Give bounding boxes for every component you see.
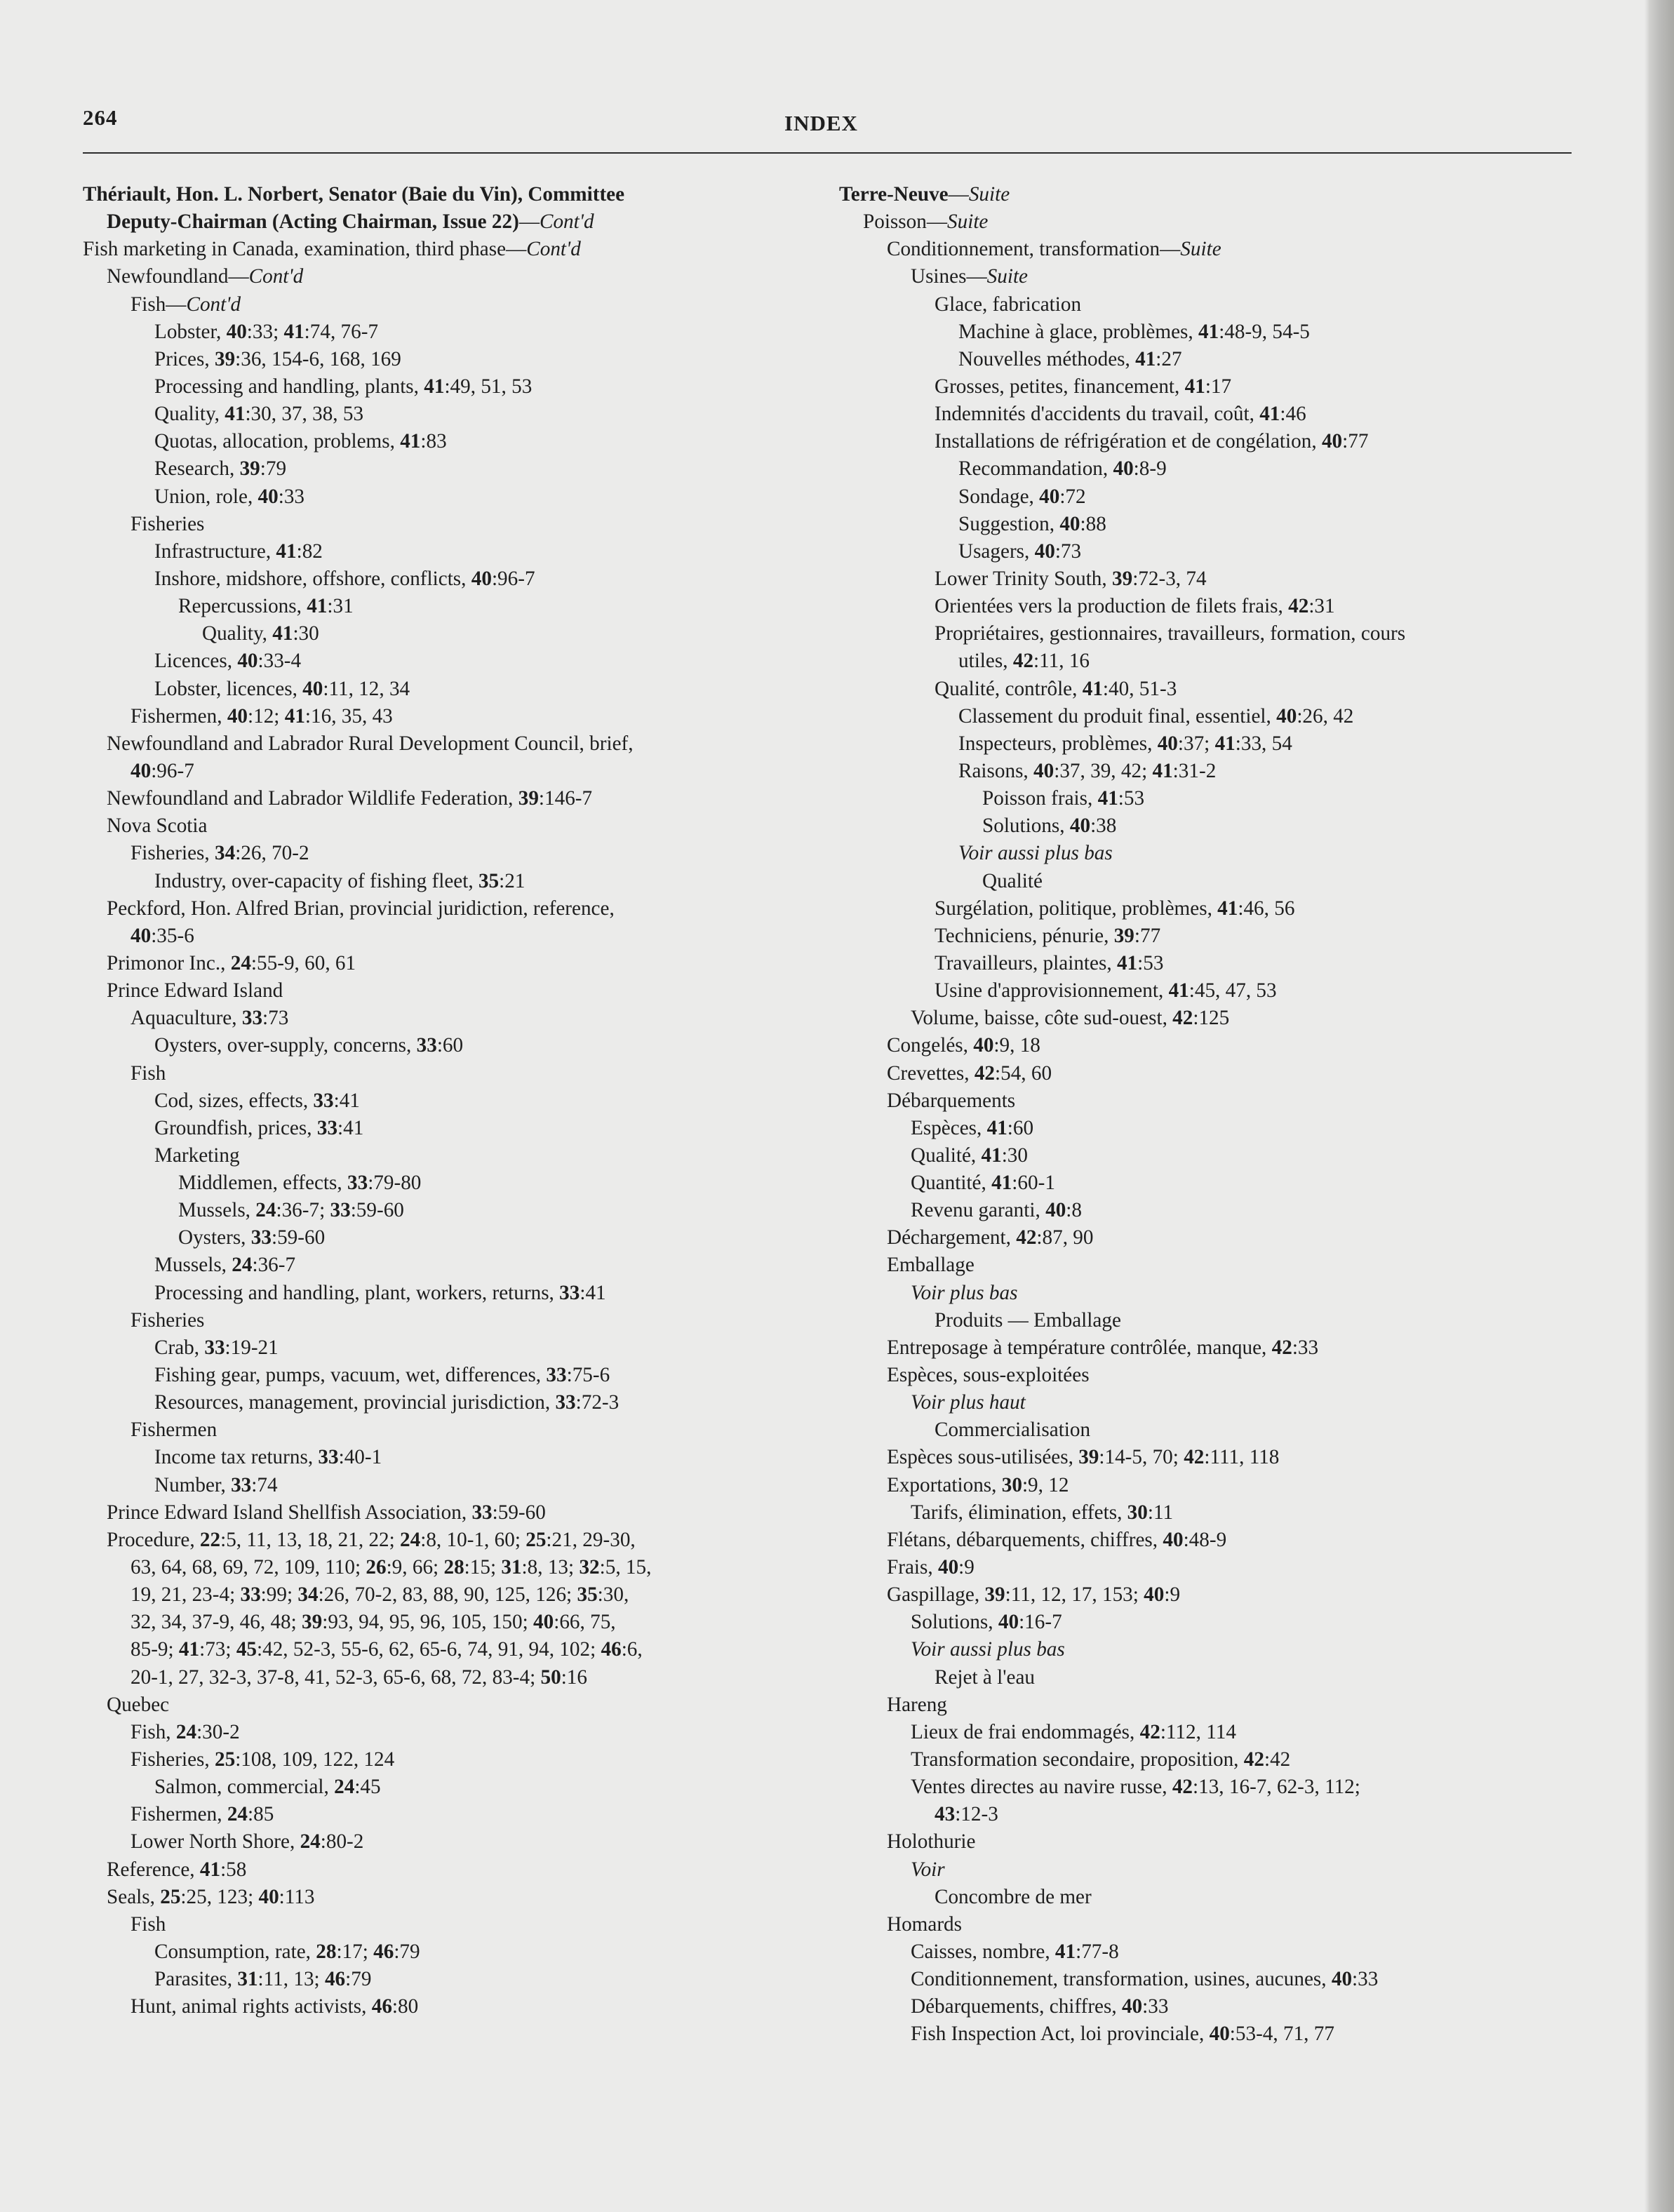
- index-entry: Conditionnement, transformation—Suite: [887, 238, 1221, 261]
- index-entry: Newfoundland and Labrador Rural Development Council, brief,: [107, 732, 634, 755]
- index-entry: Voir aussi plus bas: [911, 1638, 1065, 1661]
- index-entry: Indemnités d'accidents du travail, coût, 41:46: [935, 403, 1306, 426]
- index-entry: Lower North Shore, 24:80-2: [130, 1830, 364, 1854]
- index-entry: 19, 21, 23-4; 33:99; 34:26, 70-2, 83, 88, 90, 125, 126; 35:30,: [130, 1583, 629, 1607]
- index-entry: Entreposage à température contrôlée, manque, 42:33: [887, 1336, 1319, 1359]
- index-entry: Processing and handling, plant, workers, returns, 33:41: [154, 1281, 606, 1304]
- index-entry: Primonor Inc., 24:55-9, 60, 61: [107, 951, 356, 974]
- index-entry: Income tax returns, 33:40-1: [154, 1446, 382, 1469]
- index-entry: Repercussions, 41:31: [178, 595, 354, 618]
- index-entry: Espèces, 41:60: [911, 1116, 1034, 1139]
- index-entry: Prince Edward Island: [107, 979, 283, 1003]
- index-entry: Groundfish, prices, 33:41: [154, 1116, 364, 1139]
- index-entry: Fish—Cont'd: [130, 293, 241, 316]
- index-entry: Machine à glace, problèmes, 41:48-9, 54-5: [958, 320, 1310, 343]
- index-entry: Fish, 24:30-2: [130, 1720, 240, 1743]
- index-entry: Installations de réfrigération et de congélation, 40:77: [935, 430, 1369, 453]
- index-entry: Hunt, animal rights activists, 46:80: [130, 1995, 419, 2018]
- index-entry: Qualité, contrôle, 41:40, 51-3: [935, 677, 1177, 700]
- index-entry: Aquaculture, 33:73: [130, 1007, 289, 1030]
- index-entry: Deputy-Chairman (Acting Chairman, Issue 22)—Cont'd: [107, 210, 594, 234]
- index-entry: Fisheries, 25:108, 109, 122, 124: [130, 1748, 395, 1771]
- index-entry: Poisson—Suite: [863, 210, 989, 234]
- index-entry: Fish marketing in Canada, examination, third phase—Cont'd: [83, 238, 581, 261]
- index-entry: Nova Scotia: [107, 815, 208, 838]
- index-entry: 20-1, 27, 32-3, 37-8, 41, 52-3, 65-6, 68, 72, 83-4; 50:16: [130, 1665, 587, 1689]
- index-entry: Quebec: [107, 1693, 170, 1716]
- index-entry: Fisheries: [130, 1308, 205, 1332]
- index-entry: Revenu garanti, 40:8: [911, 1199, 1082, 1222]
- index-entry: Nouvelles méthodes, 41:27: [958, 347, 1182, 370]
- index-entry: Voir: [911, 1858, 945, 1881]
- index-entry: Infrastructure, 41:82: [154, 539, 323, 563]
- index-entry: Lieux de frai endommagés, 42:112, 114: [911, 1720, 1236, 1743]
- index-entry: Sondage, 40:72: [958, 485, 1086, 508]
- index-entry: Crevettes, 42:54, 60: [887, 1061, 1052, 1085]
- index-entry: Resources, management, provincial jurisdiction, 33:72-3: [154, 1391, 620, 1414]
- index-entry: Oysters, 33:59-60: [178, 1226, 326, 1249]
- index-entry: Fishermen: [130, 1419, 217, 1442]
- index-entry: Espèces sous-utilisées, 39:14-5, 70; 42:111, 118: [887, 1446, 1280, 1469]
- index-entry: Holothurie: [887, 1830, 976, 1854]
- index-entry: Mussels, 24:36-7; 33:59-60: [178, 1199, 404, 1222]
- index-entry: Fish: [130, 1061, 166, 1085]
- index-entry: Prices, 39:36, 154-6, 168, 169: [154, 347, 401, 370]
- index-entry: Lower Trinity South, 39:72-3, 74: [935, 567, 1207, 590]
- index-entry: Transformation secondaire, proposition, 42:42: [911, 1748, 1291, 1771]
- index-entry: Seals, 25:25, 123; 40:113: [107, 1885, 315, 1908]
- index-entry: Inspecteurs, problèmes, 40:37; 41:33, 54: [958, 732, 1292, 755]
- index-entry: Inshore, midshore, offshore, conflicts, 40:96-7: [154, 567, 535, 590]
- left-index-column: [83, 181, 828, 2020]
- page-edge: [1649, 0, 1674, 2212]
- index-entry: Crab, 33:19-21: [154, 1336, 279, 1359]
- index-entry: Espèces, sous-exploitées: [887, 1364, 1090, 1387]
- index-entry: Classement du produit final, essentiel, 40:26, 42: [958, 704, 1354, 728]
- index-entry: 43:12-3: [935, 1803, 998, 1826]
- index-entry: Commercialisation: [935, 1419, 1091, 1442]
- index-entry: Quantité, 41:60-1: [911, 1172, 1055, 1195]
- page-number: 264: [83, 105, 118, 130]
- index-entry: Quotas, allocation, problems, 41:83: [154, 430, 447, 453]
- index-entry: Usine d'approvisionnement, 41:45, 47, 53: [935, 979, 1277, 1003]
- index-entry: Surgélation, politique, problèmes, 41:46, 56: [935, 897, 1295, 920]
- index-entry: Peckford, Hon. Alfred Brian, provincial juridiction, reference,: [107, 897, 615, 920]
- index-entry: Propriétaires, gestionnaires, travailleurs, formation, cours: [935, 622, 1406, 645]
- index-entry: Solutions, 40:16-7: [911, 1611, 1062, 1634]
- index-entry: Concombre de mer: [935, 1885, 1092, 1908]
- index-entry: Qualité: [982, 869, 1043, 892]
- index-entry: Number, 33:74: [154, 1473, 278, 1496]
- index-entry: Terre-Neuve—Suite: [839, 183, 1010, 206]
- index-entry: Homards: [887, 1912, 963, 1936]
- index-entry: Flétans, débarquements, chiffres, 40:48-9: [887, 1528, 1227, 1551]
- index-entry: Procedure, 22:5, 11, 13, 18, 21, 22; 24:8, 10-1, 60; 25:21, 29-30,: [107, 1528, 636, 1551]
- index-entry: Débarquements: [887, 1089, 1016, 1112]
- index-entry: Newfoundland and Labrador Wildlife Federation, 39:146-7: [107, 787, 593, 810]
- index-entry: Voir aussi plus bas: [958, 842, 1113, 865]
- index-entry: Consumption, rate, 28:17; 46:79: [154, 1940, 420, 1963]
- index-entry: Exportations, 30:9, 12: [887, 1473, 1069, 1496]
- index-entry: 63, 64, 68, 69, 72, 109, 110; 26:9, 66; 28:15; 31:8, 13; 32:5, 15,: [130, 1556, 652, 1579]
- index-entry: Poisson frais, 41:53: [982, 787, 1145, 810]
- index-entry: Recommandation, 40:8-9: [958, 457, 1167, 481]
- index-entry: Fish Inspection Act, loi provinciale, 40:53-4, 71, 77: [911, 2023, 1334, 2046]
- index-entry: Grosses, petites, financement, 41:17: [935, 375, 1232, 398]
- index-entry: Travailleurs, plaintes, 41:53: [935, 951, 1164, 974]
- index-entry: Fish: [130, 1912, 166, 1936]
- index-entry: Frais, 40:9: [887, 1556, 975, 1579]
- index-entry: Parasites, 31:11, 13; 46:79: [154, 1968, 372, 1991]
- index-entry: Conditionnement, transformation, usines, aucunes, 40:33: [911, 1968, 1379, 1991]
- index-entry: Glace, fabrication: [935, 293, 1082, 316]
- index-entry: Middlemen, effects, 33:79-80: [178, 1172, 422, 1195]
- index-entry: Fishing gear, pumps, vacuum, wet, differences, 33:75-6: [154, 1364, 610, 1387]
- index-entry: Union, role, 40:33: [154, 485, 305, 508]
- index-entry: Research, 39:79: [154, 457, 287, 481]
- index-entry: Licences, 40:33-4: [154, 650, 302, 673]
- index-entry: Solutions, 40:38: [982, 815, 1117, 838]
- index-entry: Rejet à l'eau: [935, 1665, 1036, 1689]
- index-entry: Déchargement, 42:87, 90: [887, 1226, 1094, 1249]
- index-entry: Lobster, 40:33; 41:74, 76-7: [154, 320, 379, 343]
- index-entry: Cod, sizes, effects, 33:41: [154, 1089, 360, 1112]
- header-rule: [83, 152, 1572, 154]
- index-entry: Qualité, 41:30: [911, 1144, 1028, 1167]
- index-entry: Lobster, licences, 40:11, 12, 34: [154, 677, 410, 700]
- index-entry: Gaspillage, 39:11, 12, 17, 153; 40:9: [887, 1583, 1181, 1607]
- index-entry: Industry, over-capacity of fishing fleet, 35:21: [154, 869, 525, 892]
- index-entry: Quality, 41:30, 37, 38, 53: [154, 403, 364, 426]
- index-entry: Emballage: [887, 1254, 975, 1277]
- index-entry: Suggestion, 40:88: [958, 512, 1106, 535]
- index-entry: Voir plus bas: [911, 1281, 1018, 1304]
- index-entry: 40:35-6: [130, 924, 194, 947]
- index-entry: 85-9; 41:73; 45:42, 52-3, 55-6, 62, 65-6, 74, 91, 94, 102; 46:6,: [130, 1638, 643, 1661]
- index-entry: Congelés, 40:9, 18: [887, 1034, 1040, 1057]
- index-entry: Fisheries, 34:26, 70-2: [130, 842, 309, 865]
- index-entry: Produits — Emballage: [935, 1308, 1121, 1332]
- index-entry: Voir plus haut: [911, 1391, 1026, 1414]
- index-entry: Techniciens, pénurie, 39:77: [935, 924, 1161, 947]
- index-entry: Processing and handling, plants, 41:49, 51, 53: [154, 375, 533, 398]
- index-entry: Usagers, 40:73: [958, 539, 1082, 563]
- right-index-column: [839, 181, 1590, 2049]
- index-entry: Usines—Suite: [911, 265, 1029, 288]
- index-entry: Fishermen, 40:12; 41:16, 35, 43: [130, 704, 393, 728]
- index-entry: Ventes directes au navire russe, 42:13, 16-7, 62-3, 112;: [911, 1776, 1360, 1799]
- index-entry: Thériault, Hon. L. Norbert, Senator (Baie du Vin), Committee: [83, 183, 625, 206]
- index-entry: Fishermen, 24:85: [130, 1803, 274, 1826]
- index-entry: Marketing: [154, 1144, 240, 1167]
- index-entry: Tarifs, élimination, effets, 30:11: [911, 1501, 1174, 1524]
- index-entry: Débarquements, chiffres, 40:33: [911, 1995, 1169, 2018]
- index-entry: Newfoundland—Cont'd: [107, 265, 304, 288]
- index-entry: Hareng: [887, 1693, 947, 1716]
- index-entry: Caisses, nombre, 41:77-8: [911, 1940, 1119, 1963]
- index-entry: Raisons, 40:37, 39, 42; 41:31-2: [958, 759, 1217, 782]
- index-entry: Volume, baisse, côte sud-ouest, 42:125: [911, 1007, 1230, 1030]
- index-entry: Prince Edward Island Shellfish Association, 33:59-60: [107, 1501, 546, 1524]
- index-entry: Reference, 41:58: [107, 1858, 247, 1881]
- index-entry: Orientées vers la production de filets frais, 42:31: [935, 595, 1335, 618]
- index-entry: utiles, 42:11, 16: [958, 650, 1090, 673]
- index-entry: Mussels, 24:36-7: [154, 1254, 296, 1277]
- index-entry: Salmon, commercial, 24:45: [154, 1776, 381, 1799]
- running-head: INDEX: [784, 111, 858, 135]
- index-entry: Quality, 41:30: [202, 622, 319, 645]
- index-entry: 40:96-7: [130, 759, 194, 782]
- index-entry: 32, 34, 37-9, 46, 48; 39:93, 94, 95, 96, 105, 150; 40:66, 75,: [130, 1611, 616, 1634]
- index-entry: Oysters, over-supply, concerns, 33:60: [154, 1034, 464, 1057]
- index-entry: Fisheries: [130, 512, 205, 535]
